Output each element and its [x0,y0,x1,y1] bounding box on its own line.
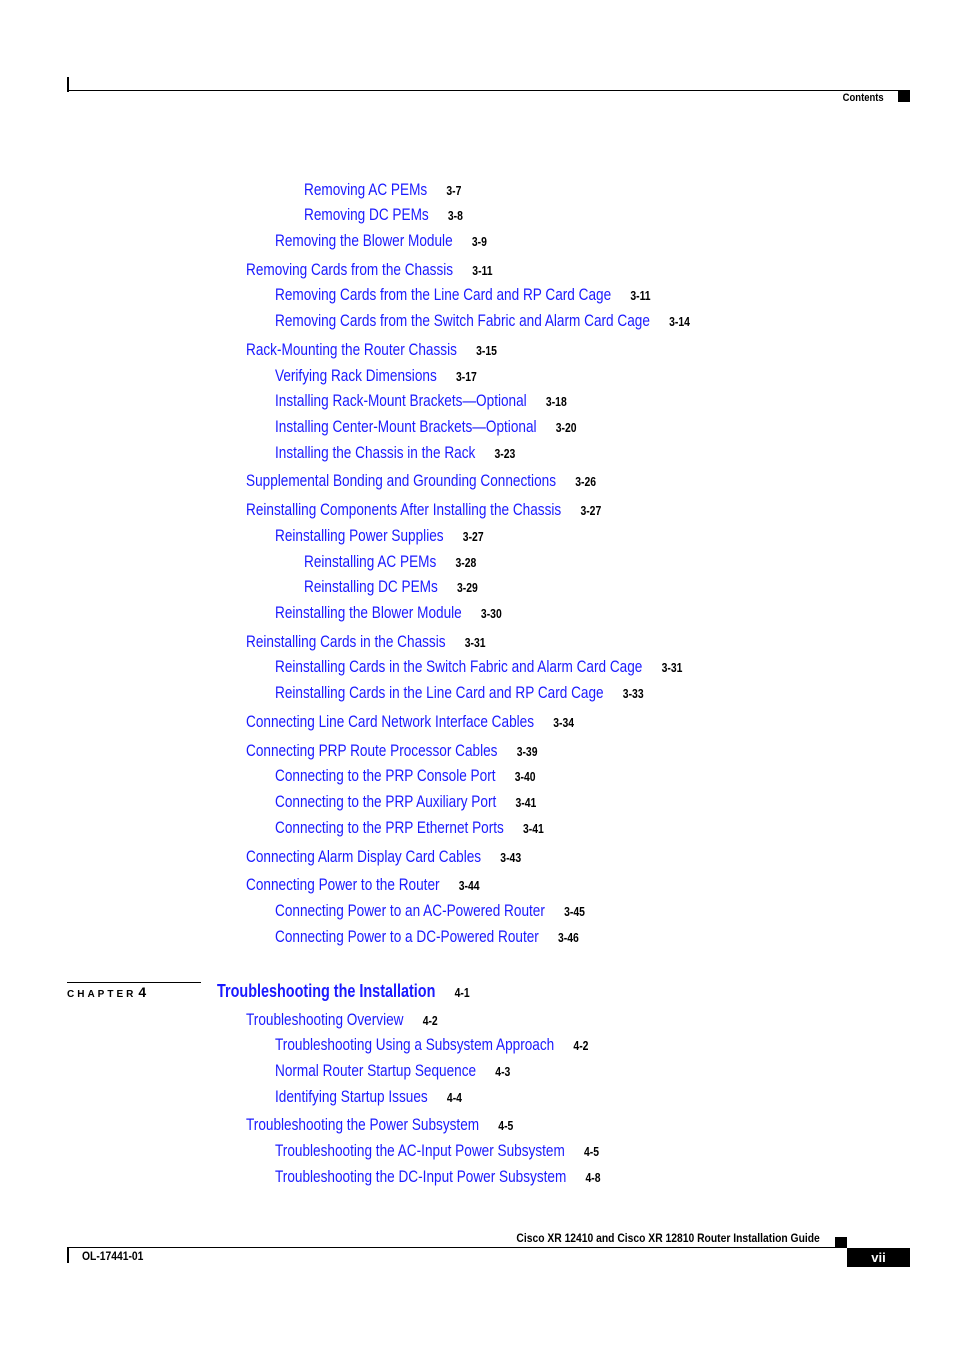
toc-link[interactable]: Verifying Rack Dimensions [275,366,437,385]
toc-page-number: 4-8 [585,1170,601,1185]
toc-link[interactable]: Connecting Power to an AC-Powered Router [275,901,545,920]
toc-entry [246,471,596,492]
toc-entry [246,632,486,653]
toc-entry [275,285,651,306]
toc-page-number: 3-41 [523,821,544,836]
toc-page-number: 4-3 [495,1064,511,1079]
footer-marker-block [835,1237,847,1247]
header-marker-block [898,91,910,102]
chapter-number: 4 [138,984,147,1000]
toc-page-number: 3-45 [564,904,585,919]
toc-link[interactable]: Reinstalling Cards in the Chassis [246,632,446,651]
toc-link[interactable]: Installing Center-Mount Brackets—Optional [275,417,537,436]
toc-entry [275,792,536,813]
toc-entry [275,1167,601,1188]
toc-entry [275,657,682,678]
header-section-label: Contents [843,92,884,104]
toc-entry [275,311,690,332]
chapter-heading [217,981,470,1003]
toc-link[interactable]: Removing DC PEMs [304,205,429,224]
toc-entry [275,766,536,787]
toc-page-number: 3-15 [476,343,497,358]
footer-rule [67,1247,847,1248]
toc-entry [275,1141,599,1162]
toc-entry [246,500,601,521]
toc-page-number: 3-33 [622,686,644,701]
toc-page-number: 4-5 [583,1144,600,1159]
toc-link[interactable]: Troubleshooting the DC-Input Power Subsystem [275,1167,567,1186]
toc-link[interactable]: Installing the Chassis in the Rack [275,443,476,462]
toc-entry [275,818,544,839]
toc-page-number: 4-4 [446,1090,462,1105]
footer-page-number: vii [847,1248,910,1267]
toc-page-number: 3-46 [558,930,579,945]
toc-link[interactable]: Removing Cards from the Line Card and RP Card Cage [275,285,612,304]
toc-link[interactable]: Installing Rack-Mount Brackets—Optional [275,391,527,410]
toc-link[interactable]: Reinstalling Components After Installing the Chassis [246,500,562,519]
toc-link[interactable]: Troubleshooting Overview [246,1010,404,1029]
toc-page-number: 3-29 [456,580,478,595]
toc-page-number: 3-43 [500,850,522,865]
toc-page-number: 3-27 [462,529,484,544]
toc-entry [246,741,538,762]
toc-page-number: 4-2 [573,1038,589,1053]
toc-entry [275,927,579,948]
toc-entry [275,366,477,387]
toc-link[interactable]: Troubleshooting the Power Subsystem [246,1115,480,1134]
toc-page-number: 3-9 [471,234,487,249]
toc-link[interactable]: Removing the Blower Module [275,231,453,250]
toc-link[interactable]: Supplemental Bonding and Grounding Connections [246,471,556,490]
toc-entry [275,683,644,704]
toc-link[interactable]: Reinstalling Cards in the Line Card and RP Card Cage [275,683,604,702]
toc-entry [246,847,521,868]
toc-page-number: 3-7 [446,183,462,198]
toc-entry [246,712,574,733]
toc-page-number: 3-41 [515,795,537,810]
toc-entry [304,577,478,598]
toc-link[interactable]: Rack-Mounting the Router Chassis [246,340,457,359]
toc-link[interactable]: Normal Router Startup Sequence [275,1061,477,1080]
toc-entry [304,180,461,201]
toc-page-number: 3-20 [555,420,577,435]
toc-link[interactable]: Reinstalling Cards in the Switch Fabric and Alarm Card Cage [275,657,643,676]
header-rule [67,90,910,91]
toc-entry [275,603,502,624]
chapter-word: CHAPTER [67,989,137,1000]
toc-link[interactable]: Connecting Power to a DC-Powered Router [275,927,539,946]
chapter-page-number: 4-1 [454,985,470,1000]
toc-page-number: 3-31 [464,635,486,650]
toc-entry [246,260,493,281]
toc-link[interactable]: Connecting to the PRP Ethernet Ports [275,818,504,837]
toc-page-number: 3-8 [447,208,463,223]
toc-page-number: 4-2 [422,1013,438,1028]
toc-entry [275,231,487,252]
toc-link[interactable]: Removing AC PEMs [304,180,428,199]
toc-link[interactable]: Reinstalling the Blower Module [275,603,462,622]
toc-entry [246,875,480,896]
toc-link[interactable]: Connecting Line Card Network Interface Cables [246,712,535,731]
toc-link[interactable]: Reinstalling AC PEMs [304,552,437,571]
toc-link[interactable]: Connecting Alarm Display Card Cables [246,847,482,866]
toc-entry [275,526,484,547]
toc-link[interactable]: Reinstalling DC PEMs [304,577,438,596]
toc-link[interactable]: Reinstalling Power Supplies [275,526,444,545]
toc-page-number: 3-34 [553,715,575,730]
toc-link[interactable]: Connecting to the PRP Auxiliary Port [275,792,497,811]
toc-page-number: 3-18 [545,394,567,409]
footer-tick [67,1248,69,1263]
toc-entry [246,1115,513,1136]
toc-link[interactable]: Troubleshooting Using a Subsystem Approach [275,1035,555,1054]
toc-page-number: 3-39 [516,744,538,759]
toc-entry [275,391,567,412]
toc-page-number: 3-27 [580,503,602,518]
toc-page-number: 3-30 [480,606,502,621]
toc-entry [304,552,476,573]
toc-page-number: 3-31 [661,660,683,675]
toc-entry [246,1010,438,1031]
toc-page-number: 3-40 [514,769,536,784]
toc-page-number: 3-26 [575,474,597,489]
toc-entry [275,901,585,922]
toc-entry [275,417,577,438]
toc-link[interactable]: Connecting Power to the Router [246,875,440,894]
toc-page-number: 3-28 [455,555,477,570]
chapter-label [67,984,146,1000]
toc-page-number: 3-14 [669,314,690,329]
toc-link[interactable]: Removing Cards from the Switch Fabric and Alarm Card Cage [275,311,650,330]
toc-page-number: 3-11 [472,263,493,278]
toc-entry [275,1061,510,1082]
toc-entry [304,205,463,226]
toc-entry [246,340,497,361]
toc-link[interactable]: Troubleshooting the AC-Input Power Subsystem [275,1141,565,1160]
toc-page-number: 3-23 [494,446,516,461]
toc-link[interactable]: Connecting to the PRP Console Port [275,766,496,785]
toc-entry [275,1035,588,1056]
chapter-rule [67,982,201,983]
toc-entry [275,443,515,464]
toc-page-number: 3-44 [458,878,480,893]
toc-entry [275,1087,462,1108]
toc-page-number: 3-11 [630,288,651,303]
toc-link[interactable]: Connecting PRP Route Processor Cables [246,741,498,760]
toc-page-number: 3-17 [455,369,477,384]
toc-link[interactable]: Removing Cards from the Chassis [246,260,454,279]
toc-link[interactable]: Identifying Startup Issues [275,1087,428,1106]
footer-doc-number: OL-17441-01 [82,1249,144,1263]
toc-page-number: 4-5 [498,1118,514,1133]
chapter-title-link[interactable]: Troubleshooting the Installation [217,981,436,1001]
footer-guide-title: Cisco XR 12410 and Cisco XR 12810 Router Installation Guide [516,1231,820,1245]
